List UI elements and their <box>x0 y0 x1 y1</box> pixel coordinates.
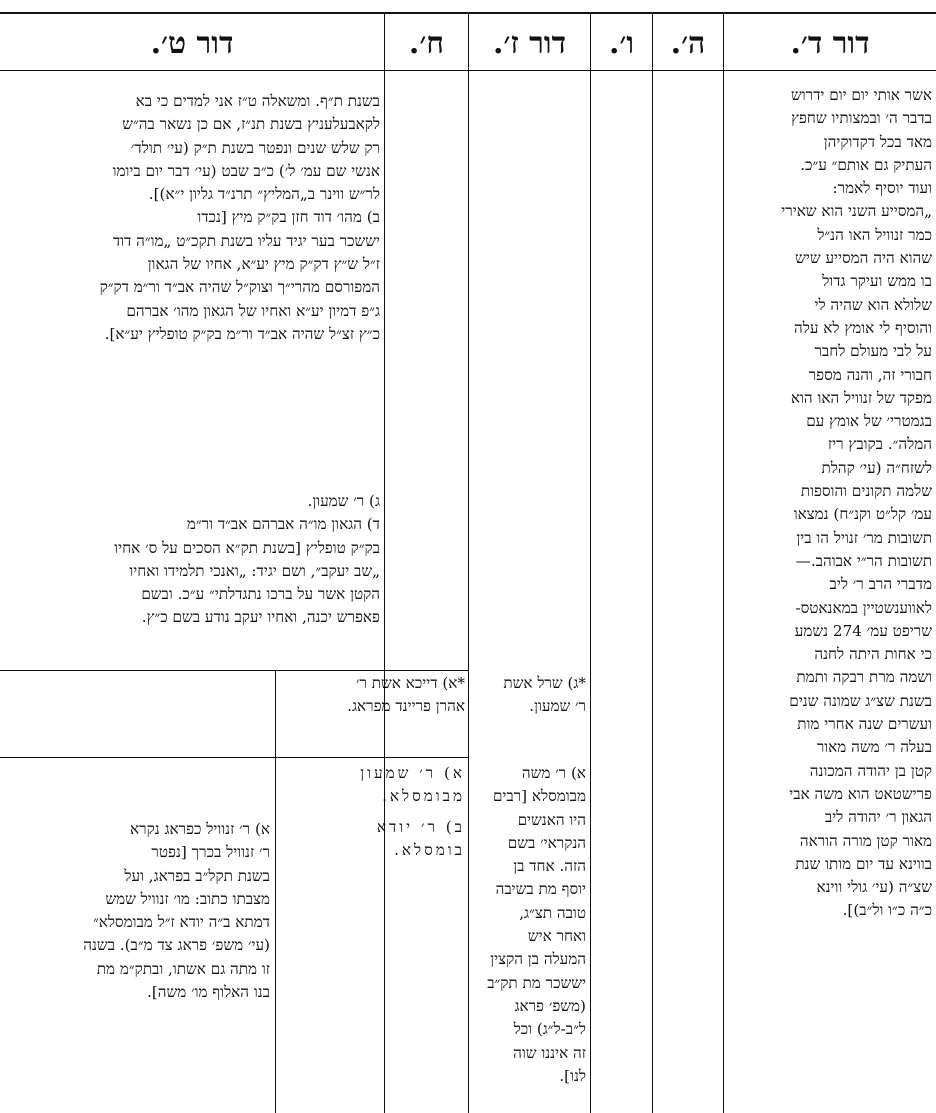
text-line: לשזח״ה (עי׳ קהלת <box>821 458 932 477</box>
text-line: תשובות מר׳ זנויל הו בין <box>796 528 932 547</box>
column-rule-3 <box>590 14 591 1113</box>
text-line: חבורי זה, והנה מספר <box>808 365 932 384</box>
text-line: „המסייע השני הוא שאירי <box>781 202 932 221</box>
text-line: מאד בכל דקדוקיהן <box>823 132 932 151</box>
header-dor-7: דור ז׳. <box>492 26 567 61</box>
text-line: המפורסם מהרי״ך וצוק״ל שהיה אב״ד ור״מ דק״ק <box>99 278 380 297</box>
text-line: בשנת תקל״ב בפראג, ועל <box>124 866 270 885</box>
column-dor-9-mid-text <box>6 490 380 640</box>
text-line: הזה. אחד בן <box>513 857 586 876</box>
column-rule-6 <box>275 670 276 1113</box>
text-line: ג״פ דמיון יע״א ואחיו של הגאון מהו׳ אברהם <box>126 301 380 320</box>
text-line: שלולא הוא שהיה לי <box>814 295 932 314</box>
text-line: א) ר׳ זנוויל כפראג נקרא <box>130 820 270 838</box>
text-line: ג) ר׳ שמעון. <box>307 492 380 510</box>
text-line: היו האנשים <box>517 810 586 829</box>
text-line: על לבי מעולם לחבר <box>814 342 932 361</box>
text-line: בעלה ר׳ משה מאור <box>816 738 932 757</box>
text-line: פאפרש יכנה, ואחיו יעקב נודע בשם כ״ץ. <box>141 608 380 627</box>
text-line: כ״ה כ״ו ול״ב)]. <box>842 901 932 920</box>
column-rule-1 <box>723 14 724 1113</box>
text-line: שהוא היה המסייע שיש <box>795 249 932 268</box>
text-line: לאווענשטיין במאנאטס- <box>795 598 932 617</box>
text-line: המלה״. בקובץ ריז <box>827 435 932 454</box>
text-line: שריפט עמ׳ 274 נשמע <box>794 621 932 640</box>
text-line: רק שלש שנים ונפטר בשנת ת״ק (עי׳ תולד׳ <box>130 138 380 157</box>
text-line: אהרן פריינד מפראג. <box>347 697 465 716</box>
text-line: יוסף מת בשיבה <box>495 880 586 899</box>
text-line: הגאון ר׳ יהודה ליב <box>824 808 932 827</box>
text-line: עמ׳ קל״ט וקנ״ח) נמצאו <box>793 505 932 524</box>
text-line: שלמה תקונים והוספות <box>800 482 932 501</box>
text-line: בגמטרי׳ של אומץ עם <box>806 412 932 431</box>
text-line: המעלה בן הקצין <box>490 950 586 969</box>
text-line: מצבתו כתוב: מו׳ זנוויל שמש <box>105 889 270 908</box>
text-line: בק״ק טופליץ [בשנת תק״א הסכים על ס׳ אחיו <box>114 538 380 557</box>
text-line: בשנת שצ״ג שמונה שנים <box>789 691 932 710</box>
text-line: ב) ר׳ יודא <box>376 818 465 836</box>
column-dor-7-top-text <box>473 672 586 722</box>
text-line: בו ממש ועיקר גדול <box>822 272 932 291</box>
text-line: *ג) שרל אשת <box>503 674 586 692</box>
text-line: העתיק גם אותם״ ע״כ. <box>800 155 932 174</box>
text-line: מפקד של זנוויל האו הוא <box>790 388 932 407</box>
text-line: (משפ׳ פראג <box>514 996 586 1015</box>
column-dor-9-bottom-text <box>6 818 270 1018</box>
text-line: בדבר ה׳ ובמצותיו שחפץ <box>791 109 932 128</box>
column-rule-4 <box>468 14 469 1113</box>
text-line: ועשרים שנה אחרי מות <box>797 715 932 734</box>
text-line: ושמה מרת רבקה ותמת <box>796 668 932 687</box>
text-line: הקטן אשר על ברכו נתגדלתי״ ע״כ. ובשם <box>141 585 380 604</box>
text-line: טובה תצ״ג, <box>519 903 586 922</box>
column-rule-2 <box>652 14 653 1113</box>
column-dor-9-top-text <box>6 90 380 380</box>
text-line: (עי׳ משפ׳ פראג צד מ״ב). בשנה <box>83 936 270 955</box>
text-line: אנשי שם עמ׳ ל׳) כ״ב שבט (עי׳ דבר יום ביומו <box>112 161 380 180</box>
text-line: ד) הגאון מו״ה אברהם אב״ד ור״מ <box>186 515 380 534</box>
column-chet-b-text <box>279 816 465 866</box>
text-line: שצ״ה (עי׳ גולי ווינא <box>816 878 932 897</box>
text-line: מבומסלא [רבים <box>492 787 586 806</box>
section-rule-2 <box>0 757 468 758</box>
text-line: ר׳ זנוויל בכרך [נפטר <box>151 843 270 862</box>
text-line: כמר זנוויל האו הנ״ל <box>817 225 932 244</box>
header-chet: ח׳. <box>408 26 445 61</box>
header-dor-9: דור ט׳. <box>150 26 234 61</box>
text-line: „שב יעקב״, ושם יגיד: „ואנכי תלמידו ואחיו <box>129 561 380 580</box>
text-line: ועוד יוסיף לאמר: <box>832 179 932 198</box>
text-line: זו מתה גם אשתו, ובתק״מ מת <box>96 959 270 978</box>
section-rule-1 <box>0 670 468 671</box>
text-line: אשר אותי יום יום ידרוש <box>791 86 932 104</box>
text-line: תשובות הר״י אבוהב.— <box>795 551 932 570</box>
text-line: לר״ש ווינר ב„המליץ״ תרנ״ד גליון י״א)]. <box>148 185 380 204</box>
text-line: בשנת ת״ף. ומשאלה ט״ז אני למדים כי בא <box>135 92 380 110</box>
text-line: בווינא עד יום מותו שנת <box>795 854 932 873</box>
text-line: א) ר׳ משה <box>521 764 586 782</box>
text-line: ל״ב-ל״ג) וכל <box>513 1020 586 1039</box>
text-line: בנו האלוף מו׳ משה]. <box>147 983 270 1002</box>
header-heh: ה׳. <box>670 26 706 61</box>
text-line: לקאבעלעניץ בשנת תנ״ז, אם כן נשאר בה״ש <box>122 115 380 134</box>
column-dor-4-text <box>728 84 932 1109</box>
text-line: ב) מהו׳ דוד חזן בק״ק מיץ [נכדו <box>197 208 380 227</box>
text-line: לנו]. <box>559 1066 586 1085</box>
text-line: בומסלא. <box>394 841 465 860</box>
text-line: *א) דייכא אשת ר׳ <box>355 674 465 692</box>
text-line: מאור קטן מורה הוראה <box>799 831 932 850</box>
text-line: יששכר מת תק״ב <box>487 973 586 992</box>
text-line: מדברי הרב ר׳ ליב <box>829 575 932 594</box>
text-line: כ״ץ זצ״ל שהיה אב״ד ור״מ בק״ק טופליץ יע״א]. <box>104 324 380 343</box>
text-line: דמתא ב״ה יודא ז״ל מבומסלא״ <box>92 913 270 932</box>
header-dor-4: דור ד׳. <box>790 26 870 61</box>
text-line: זה איננו שוה <box>513 1043 586 1062</box>
text-line: מבומסלא. <box>382 787 465 806</box>
text-line: ר׳ שמעון. <box>529 697 586 716</box>
text-line: ז״ל ש״ץ דק״ק מיץ יע״א, אחיו של הגאון <box>147 255 380 274</box>
column-dor-7-bottom-text <box>473 762 586 1110</box>
text-line: והוסיף לי אומץ לא עלה <box>794 318 932 337</box>
text-line: הנקראי׳ בשם <box>507 833 586 852</box>
text-line: כי אחות היתה לחנה <box>814 645 932 664</box>
column-rule-5 <box>384 14 385 1113</box>
text-line: א) ר׳ שמעון <box>360 764 465 782</box>
text-line: קטן בן יהודה המכונה <box>809 761 932 780</box>
text-line: ואחר איש <box>527 927 586 946</box>
text-line: יששכר בער יגיד עליו בשנת תקכ״ט „מו״ה דוד <box>112 231 380 250</box>
header-vav: ו׳. <box>608 26 635 61</box>
column-chet-top-text <box>279 672 465 722</box>
column-chet-a-text <box>279 762 465 812</box>
text-line: פרישטאט הוא משה אבי <box>789 784 932 803</box>
